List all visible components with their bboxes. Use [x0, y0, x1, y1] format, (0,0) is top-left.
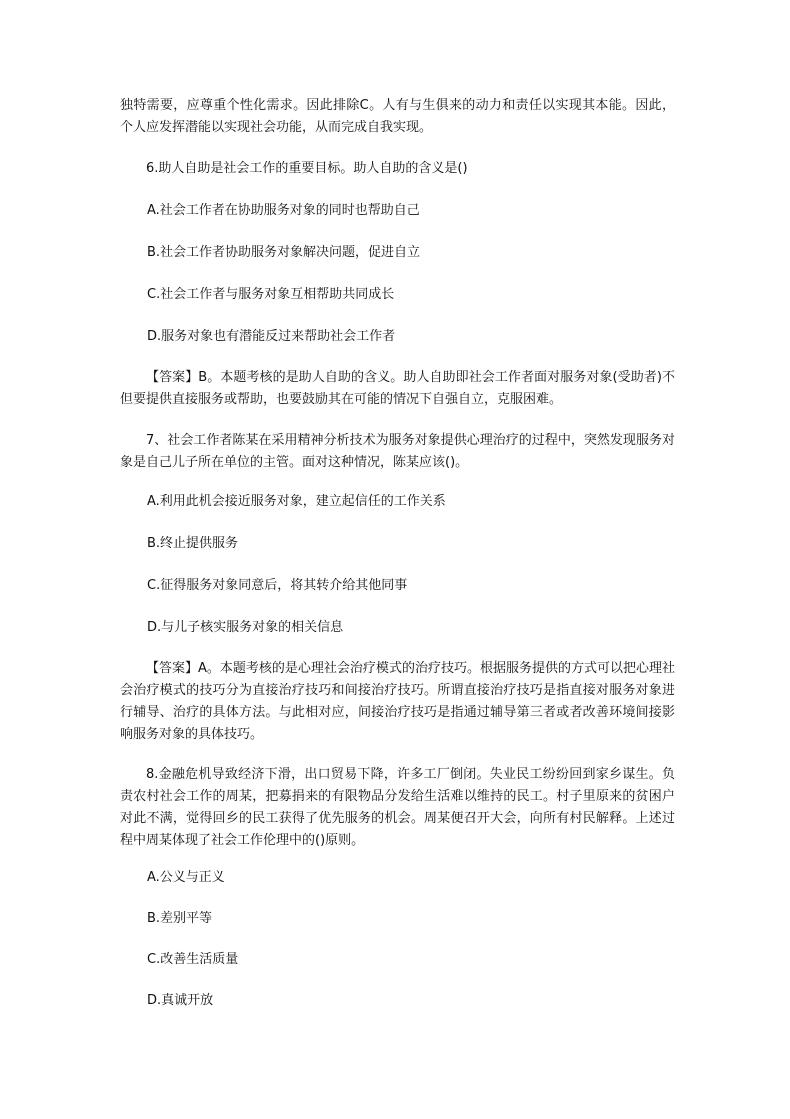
question-6-answer: 【答案】B。本题考核的是助人自助的含义。助人自助即社会工作者面对服务对象(受助者)不但要提供直接服务或帮助，也要鼓励其在可能的情况下自强自立，克服困难。 [120, 370, 675, 407]
question-7-option-d: D.与儿子核实服务对象的相关信息 [147, 620, 344, 635]
question-7-option-b: B.终止提供服务 [147, 536, 239, 551]
question-8-option-a: A.公义与正义 [147, 870, 225, 885]
question-7-option-a: A.利用此机会接近服务对象，建立起信任的工作关系 [147, 494, 446, 509]
intro-paragraph: 独特需要，应尊重个性化需求。因此排除C。人有与生俱来的动力和责任以实现其本能。因此，个人应发挥潜能以实现社会功能，从而完成自我实现。 [120, 98, 675, 135]
question-7-option-c: C.征得服务对象同意后，将其转介给其他同事 [147, 578, 408, 593]
question-8-option-c: C.改善生活质量 [147, 952, 239, 967]
question-6-option-d: D.服务对象也有潜能反过来帮助社会工作者 [147, 329, 396, 344]
question-6-option-a: A.社会工作者在协助服务对象的同时也帮助自己 [147, 203, 420, 218]
question-6-option-c: C.社会工作者与服务对象互相帮助共同成长 [147, 287, 395, 302]
question-6-text: 6.助人自助是社会工作的重要目标。助人自助的含义是() [146, 161, 468, 176]
question-7-answer: 【答案】A。本题考核的是心理社会治疗模式的治疗技巧。根据服务提供的方式可以把心理社会治疗模式的技巧分为直接治疗技巧和间接治疗技巧。所谓直接治疗技巧是指直接对服务对象进行辅导、治疗的具体方法。与此相对应，间接治疗技巧是指通过辅导第三者或者改善环境间接影响服务对象的具体技巧。 [120, 661, 675, 742]
question-8-option-b: B.差别平等 [147, 911, 213, 926]
question-8-text: 8.金融危机导致经济下滑，出口贸易下降，许多工厂倒闭。失业民工纷纷回到家乡谋生。负责农村社会工作的周某，把募捐来的有限物品分发给生活难以维持的民工。村子里原来的贫困户对此不满，觉得回乡的民工获得了优先服务的机会。周某便召开大会，向所有村民解释。上述过程中周某体现了社会工作伦理中的()原则。 [120, 767, 675, 848]
question-6-option-b: B.社会工作者协助服务对象解决问题，促进自立 [147, 245, 421, 260]
question-8-option-d: D.真诚开放 [147, 993, 214, 1008]
question-7-text: 7、社会工作者陈某在采用精神分析技术为服务对象提供心理治疗的过程中，突然发现服务对象是自己儿子所在单位的主管。面对这种情况，陈某应该()。 [120, 433, 675, 470]
